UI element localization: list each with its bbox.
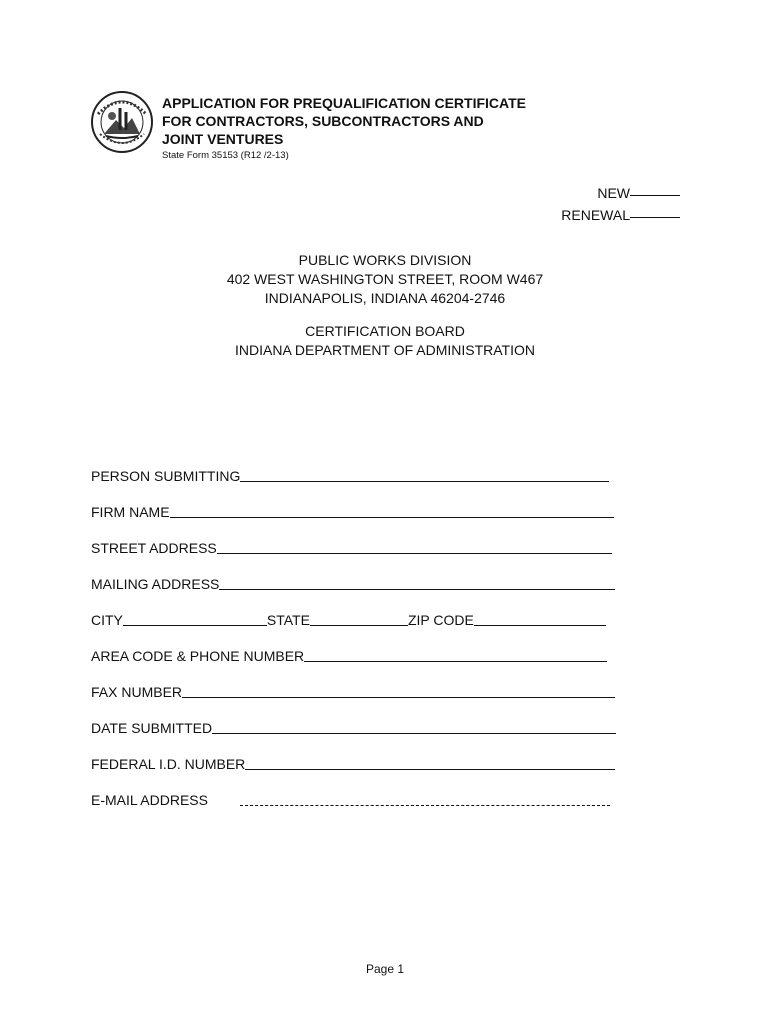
certification-board bbox=[0, 322, 770, 360]
firm-name-blank[interactable] bbox=[170, 503, 614, 518]
federal-id-row bbox=[91, 736, 616, 772]
street-address-blank[interactable] bbox=[217, 539, 612, 554]
mailing-address-blank[interactable] bbox=[219, 575, 615, 590]
zip-code-blank[interactable] bbox=[474, 611, 606, 626]
mailing-address-label: MAILING ADDRESS bbox=[91, 576, 220, 592]
state-label: STATE bbox=[266, 612, 310, 628]
city-blank[interactable] bbox=[123, 611, 267, 626]
date-submitted-label: DATE SUBMITTED bbox=[91, 720, 213, 736]
renewal-status-blank[interactable] bbox=[630, 203, 680, 218]
city-label: CITY bbox=[91, 612, 123, 628]
date-submitted-row bbox=[91, 700, 616, 736]
fax-label: FAX NUMBER bbox=[91, 684, 183, 700]
phone-row bbox=[91, 628, 616, 664]
new-status-blank[interactable] bbox=[630, 181, 680, 196]
date-submitted-blank[interactable] bbox=[212, 719, 616, 734]
street-line: 402 WEST WASHINGTON STREET, ROOM W467 bbox=[226, 271, 544, 287]
state-blank[interactable] bbox=[310, 611, 408, 626]
federal-id-label: FEDERAL I.D. NUMBER bbox=[91, 756, 246, 772]
form-title-line-2: FOR CONTRACTORS, SUBCONTRACTORS AND bbox=[162, 113, 484, 129]
form-header bbox=[162, 94, 526, 163]
city-state-zip-row bbox=[91, 592, 616, 628]
application-status bbox=[561, 181, 680, 225]
person-submitting-row bbox=[91, 448, 616, 484]
city-line: INDIANAPOLIS, INDIANA 46204-2746 bbox=[264, 290, 506, 306]
phone-label: AREA CODE & PHONE NUMBER bbox=[91, 648, 305, 664]
person-submitting-label: PERSON SUBMITTING bbox=[91, 468, 241, 484]
board-name: CERTIFICATION BOARD bbox=[305, 323, 465, 339]
renewal-status-row bbox=[561, 203, 680, 225]
division-address bbox=[0, 251, 770, 308]
email-label: E-MAIL ADDRESS bbox=[91, 792, 208, 808]
department-name: INDIANA DEPARTMENT OF ADMINISTRATION bbox=[235, 342, 535, 358]
fax-row bbox=[91, 664, 616, 700]
federal-id-blank[interactable] bbox=[245, 755, 615, 770]
form-title-line-1: APPLICATION FOR PREQUALIFICATION CERTIFICATE bbox=[162, 95, 526, 111]
fax-blank[interactable] bbox=[182, 683, 615, 698]
division-name: PUBLIC WORKS DIVISION bbox=[298, 252, 472, 268]
street-address-row bbox=[91, 520, 616, 556]
zip-code-label: ZIP CODE bbox=[407, 612, 474, 628]
new-status-row bbox=[561, 181, 680, 203]
renewal-status-label: RENEWAL bbox=[561, 207, 630, 223]
page-number: Page 1 bbox=[365, 962, 405, 976]
form-title-line-3: JOINT VENTURES bbox=[162, 131, 284, 147]
firm-name-row bbox=[91, 484, 616, 520]
person-submitting-blank[interactable] bbox=[240, 467, 609, 482]
applicant-fields bbox=[91, 448, 616, 808]
state-seal-logo bbox=[90, 90, 154, 154]
email-blank[interactable] bbox=[240, 791, 610, 806]
street-address-label: STREET ADDRESS bbox=[91, 540, 217, 556]
state-form-number: State Form 35153 (R12 /2-13) bbox=[162, 150, 289, 161]
firm-name-label: FIRM NAME bbox=[91, 504, 170, 520]
mailing-address-row bbox=[91, 556, 616, 592]
email-row bbox=[91, 772, 616, 808]
new-status-label: NEW bbox=[597, 185, 630, 201]
phone-blank[interactable] bbox=[304, 647, 607, 662]
